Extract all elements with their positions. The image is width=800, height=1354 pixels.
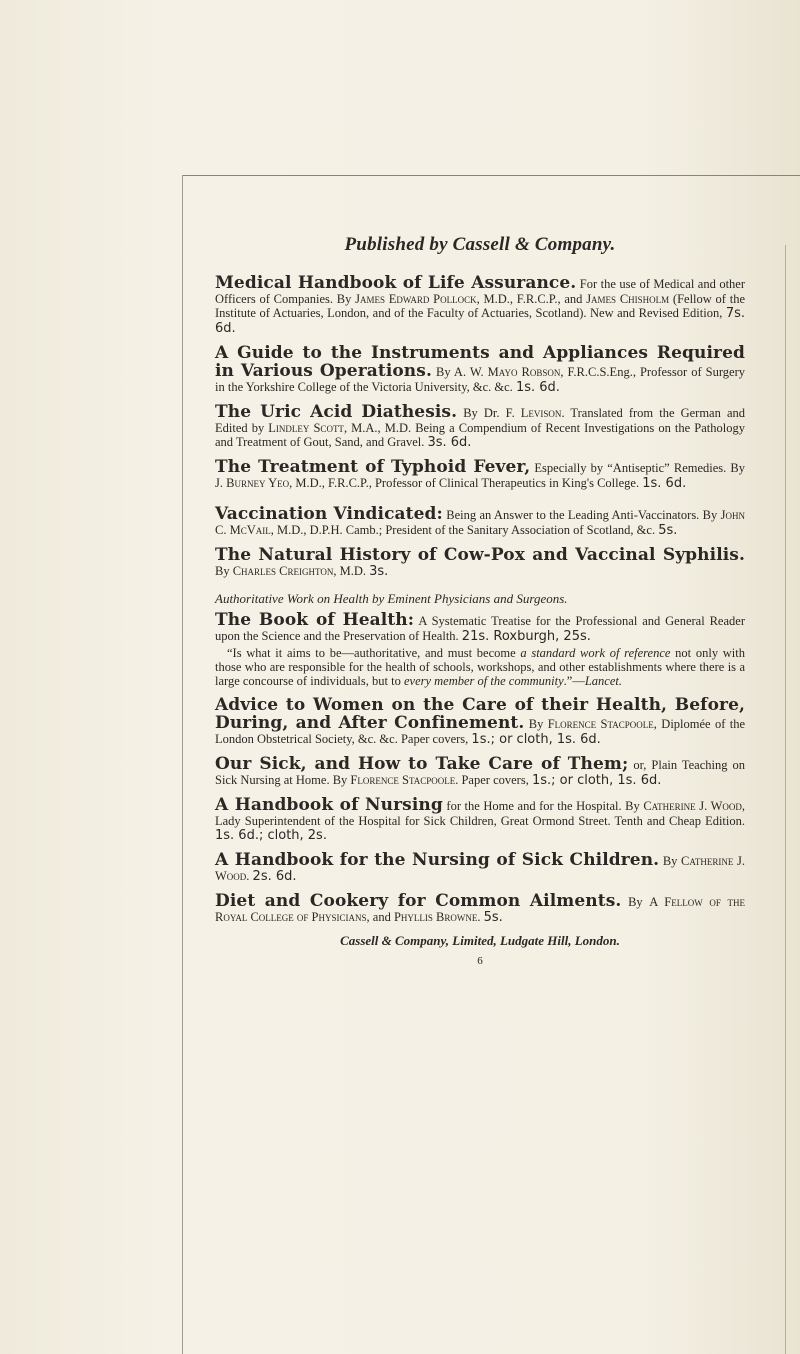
- book-price: 1s. 6d.; cloth, 2s.: [215, 828, 327, 843]
- book-title: Diet and Cookery for Common Ailments.: [215, 891, 622, 911]
- author-name: Charles Creighton: [232, 564, 334, 578]
- book-entry: The Treatment of Typhoid Fever, Especially by “Antiseptic” Remedies. By J. Burney Yeo, M.D., F.R.C.P., Professor of Clinical Therapeutics in King's College. 1s. 6d.: [215, 457, 746, 491]
- border-rule-right: [785, 245, 786, 1354]
- book-price: 3s. 6d.: [427, 435, 472, 450]
- book-title: The Uric Acid Diathesis.: [215, 402, 458, 422]
- book-price: 1s. 6d.: [515, 380, 560, 395]
- book-entry: The Uric Acid Diathesis. By Dr. F. Levison. Translated from the German and Edited by Lindley Scott, M.A., M.D. Being a Compendium of Recent Investigations on the Pathology and Treatment of Gout, Sand, and Gravel. 3s. 6d.: [215, 402, 745, 450]
- border-rule-left: [182, 175, 183, 1354]
- book-entry: The Book of Health: A Systematic Treatise for the Professional and General Reader upon the Science and the Preservation of Health. 21s. Roxburgh, 25s.: [215, 610, 745, 644]
- book-entry: Advice to Women on the Care of their Health, Before, During, and After Confinement. By Florence Stacpoole, Diplomée of the London Obstetrical Society, &c. &c. Paper covers, 1s.; or cloth, 1s. 6d.: [215, 695, 746, 747]
- author-name: Catherine J. Wood: [643, 799, 742, 813]
- publisher-imprint: Cassell & Company, Limited, Ludgate Hill, London.: [340, 933, 620, 948]
- border-rule-top: [182, 175, 800, 176]
- book-price: 1s.; or cloth, 1s. 6d.: [471, 732, 601, 747]
- book-title: Medical Handbook of Life Assurance.: [215, 273, 577, 293]
- book-price: 1s. 6d.: [642, 476, 687, 491]
- book-title: The Treatment of Typhoid Fever,: [215, 457, 531, 477]
- book-price: 5s.: [483, 910, 503, 925]
- author-name: Florence Stacpoole: [547, 717, 654, 731]
- book-entry: Diet and Cookery for Common Ailments. By A Fellow of the Royal College of Physicians, and Phyllis Browne. 5s.: [215, 891, 745, 925]
- book-title: The Natural History of Cow-Pox and Vaccinal Syphilis.: [215, 545, 745, 565]
- book-title: A Handbook of Nursing: [215, 795, 443, 815]
- book-title: A Guide to the Instruments and Appliances Required in Various Operations.: [215, 343, 745, 381]
- page-number: 6: [477, 955, 483, 967]
- author-name: A Fellow of the Royal College of Physicians: [215, 895, 745, 924]
- review-source: Lancet.: [584, 674, 622, 688]
- book-entry: The Natural History of Cow-Pox and Vaccinal Syphilis. By Charles Creighton, M.D. 3s.: [215, 545, 745, 579]
- book-entry: A Handbook for the Nursing of Sick Children. By Catherine J. Wood. 2s. 6d.: [215, 850, 745, 884]
- author-name: James Chisholm: [586, 292, 670, 306]
- book-price: 7s. 6d.: [215, 306, 745, 336]
- book-entry: Medical Handbook of Life Assurance. For the use of Medical and other Officers of Companies. By James Edward Pollock, M.D., F.R.C.P., and James Chisholm (Fellow of the Institute of Actuaries, London, and of the Faculty of Actuaries, Scotland). New and Revised Edition, 7s. 6d.: [215, 273, 746, 336]
- book-price: 5s.: [658, 523, 678, 538]
- review-quote: “Is what it aims to be—authoritative, and must become a standard work of reference not only with those who are responsible for the health of schools, workshops, and other establishments where there is a large concourse of individuals, but to every member of the community.”—Lancet.: [215, 646, 746, 688]
- book-title: Advice to Women on the Care of their Health, Before, During, and After Confinement.: [215, 695, 745, 733]
- author-name: Florence Stacpoole: [350, 773, 456, 787]
- book-title: Our Sick, and How to Take Care of Them;: [215, 754, 629, 774]
- book-entry: Our Sick, and How to Take Care of Them; or, Plain Teaching on Sick Nursing at Home. By Florence Stacpoole. Paper covers, 1s.; or cloth, 1s. 6d.: [215, 754, 746, 788]
- book-title: The Book of Health:: [215, 610, 415, 630]
- section-label: Authoritative Work on Health by Eminent Physicians and Surgeons.: [215, 591, 568, 606]
- book-price: 21s. Roxburgh, 25s.: [461, 629, 591, 644]
- advert-page: [215, 234, 745, 967]
- author-name: John C. McVail: [215, 508, 745, 537]
- book-price: 1s.; or cloth, 1s. 6d.: [531, 773, 662, 788]
- publisher-heading: Published by Cassell & Company.: [344, 234, 616, 255]
- author-name: Lindley Scott: [268, 421, 344, 435]
- author-name: J. Burney Yeo: [215, 476, 290, 490]
- author-name: Mayo Robson: [487, 365, 561, 379]
- author-name: Phyllis Browne: [393, 910, 478, 924]
- book-entry: Vaccination Vindicated: Being an Answer to the Leading Anti-Vaccinators. By John C. McVail, M.D., D.P.H. Camb.; President of the Sanitary Association of Scotland, &c. 5s.: [215, 504, 745, 538]
- author-name: Catherine J. Wood: [215, 854, 745, 883]
- author-name: James Edward Pollock: [355, 292, 477, 306]
- book-title: Vaccination Vindicated:: [215, 504, 443, 524]
- book-entry: A Guide to the Instruments and Appliances Required in Various Operations. By A. W. Mayo Robson, F.R.C.S.Eng., Professor of Surgery in the Yorkshire College of the Victoria University, &c. &c. 1s. 6d.: [215, 343, 745, 395]
- book-title: A Handbook for the Nursing of Sick Children.: [215, 850, 660, 870]
- book-price: 2s. 6d.: [252, 869, 297, 884]
- book-price: 3s.: [369, 564, 389, 579]
- author-name: Levison: [520, 406, 562, 420]
- book-entry: A Handbook of Nursing for the Home and for the Hospital. By Catherine J. Wood, Lady Superintendent of the Hospital for Sick Children, Great Ormond Street. Tenth and Cheap Edition. 1s. 6d.; cloth, 2s.: [215, 795, 746, 843]
